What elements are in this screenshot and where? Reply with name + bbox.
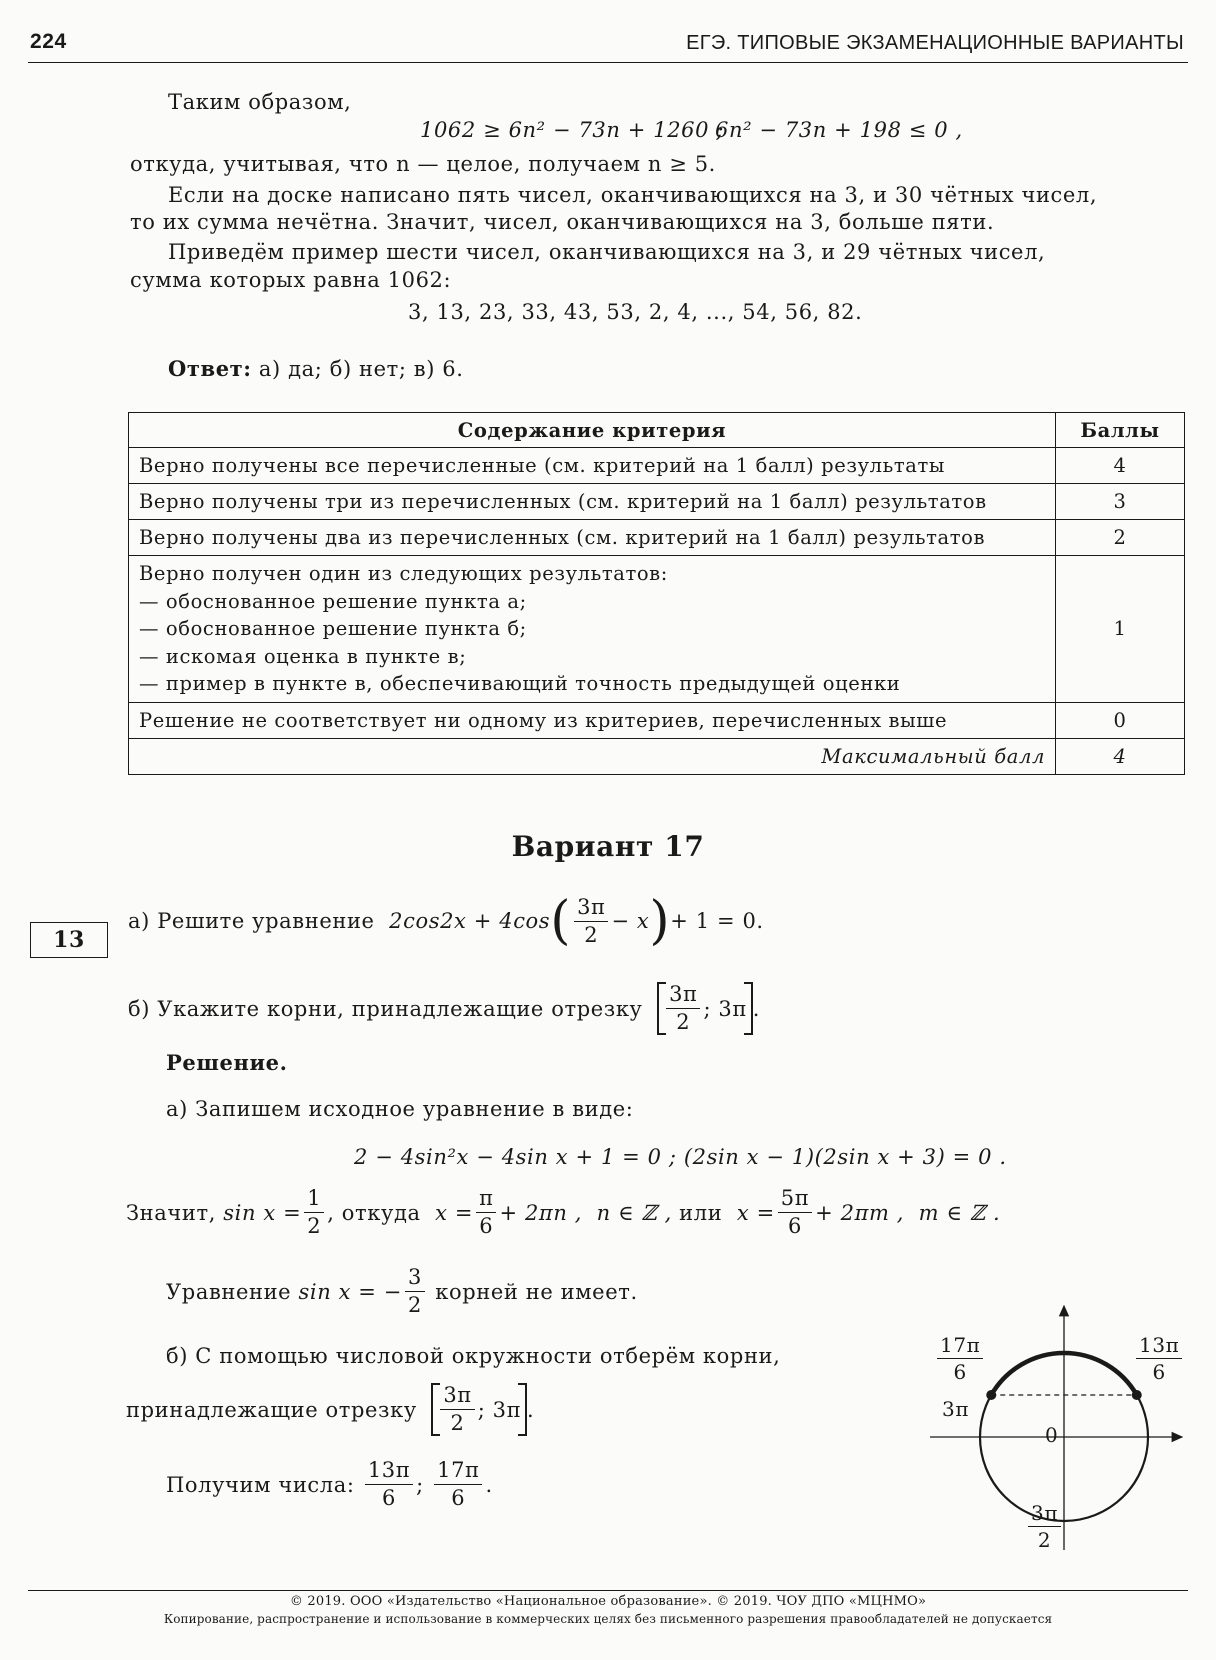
numerator: 1	[304, 1188, 324, 1213]
denominator: 6	[953, 1360, 967, 1384]
fraction-3pi-2	[440, 1385, 474, 1434]
numerator: 5π	[778, 1188, 812, 1213]
fraction-3pi-2	[574, 894, 608, 947]
denominator: 2	[676, 1010, 691, 1034]
sol-b-line1: б) С помощью числовой окружности отберём корни,	[166, 1344, 781, 1368]
denominator: 6	[451, 1486, 466, 1510]
therefore: Значит,	[126, 1200, 216, 1225]
criteria-points: 1	[1056, 556, 1185, 703]
interval-bracket	[431, 1383, 527, 1436]
sol-b-line2	[126, 1383, 534, 1436]
paragraph-example-line1: Приведём пример шести чисел, оканчивающихся на 3, и 29 чётных чисел,	[168, 240, 1046, 264]
criteria-points: 2	[1056, 520, 1185, 556]
paren-close: )	[649, 891, 671, 951]
denominator: 2	[407, 1293, 422, 1317]
denominator: 6	[381, 1486, 396, 1510]
n-in-z: n ∈ ℤ ,	[596, 1200, 672, 1225]
criteria-desc: Верно получены все перечисленные (см. критерий на 1 балл) результаты	[129, 448, 1056, 484]
page-number: 224	[30, 30, 67, 53]
numerator: 3	[405, 1267, 425, 1292]
criteria-desc-multiline	[129, 556, 1056, 703]
sol-b-line2-prefix: принадлежащие отрезку	[126, 1397, 417, 1422]
denominator: 2	[584, 922, 599, 947]
footer-copyright: © 2019. ООО «Издательство «Национальное образование». © 2019. ЧОУ ДПО «МЦНМО»	[289, 1594, 927, 1609]
interval-bracket	[657, 982, 753, 1035]
plus-2pin: + 2πn ,	[499, 1200, 582, 1225]
paren-open: (	[550, 891, 572, 951]
numerator: π	[476, 1188, 496, 1213]
result-line	[166, 1460, 493, 1509]
example-list: 3, 13, 23, 33, 43, 53, 2, 4, ..., 54, 56, 82.	[408, 300, 863, 324]
part-a-line	[128, 891, 764, 951]
running-title: ЕГЭ. ТИПОВЫЕ ЭКЗАМЕНАЦИОННЫЕ ВАРИАНТЫ	[686, 32, 1184, 54]
paragraph-example-line2: сумма которых равна 1062:	[130, 268, 452, 292]
criteria-line: — пример в пункте в, обеспечивающий точность предыдущей оценки	[139, 672, 901, 695]
criteria-line: — обоснованное решение пункта б;	[139, 617, 527, 640]
part-a-eq-right: + 1 = 0.	[670, 909, 764, 933]
task-number-box: 13	[30, 922, 108, 958]
numerator: 17π	[937, 1335, 983, 1359]
numerator: 3π	[574, 897, 608, 922]
fraction-3pi-2	[666, 984, 700, 1033]
criteria-line: — искомая оценка в пункте в;	[139, 644, 467, 668]
answer-text: а) да; б) нет; в) 6.	[258, 357, 464, 381]
col-header-content: Содержание критерия	[129, 413, 1056, 448]
footer-rule	[28, 1590, 1188, 1591]
variant-title: Вариант 17	[511, 830, 705, 863]
paragraph-sum-line1: Если на доске написано пять чисел, оканчивающихся на 3, и 30 чётных чисел,	[168, 183, 1098, 207]
label-3pi: 3π	[942, 1397, 970, 1421]
numerator: 3π	[1028, 1503, 1061, 1527]
label-zero: 0	[1045, 1423, 1059, 1447]
x-eq: x =	[435, 1200, 474, 1225]
table-row	[129, 448, 1185, 484]
roots-line	[126, 1188, 1000, 1237]
semicolon: ;	[416, 1472, 424, 1497]
point-17pi-6	[986, 1390, 996, 1400]
numerator: 17π	[434, 1460, 482, 1485]
answer-label: Ответ:	[168, 356, 252, 381]
m-in-z: m ∈ ℤ .	[918, 1200, 1001, 1225]
period: .	[485, 1472, 493, 1497]
part-a-eq-left: 2cos2x + 4cos	[389, 909, 551, 933]
col-header-points: Баллы	[1056, 413, 1185, 448]
eq-prefix: Уравнение	[166, 1279, 292, 1304]
period: .	[527, 1397, 535, 1422]
numerator: 13π	[365, 1460, 413, 1485]
interval-tail: ; 3π	[477, 1397, 522, 1422]
criteria-points: 3	[1056, 484, 1185, 520]
denominator: 6	[479, 1214, 494, 1238]
denominator: 2	[450, 1411, 465, 1435]
criteria-desc: Решение не соответствует ни одному из критериев, перечисленных выше	[129, 702, 1056, 738]
table-row	[129, 702, 1185, 738]
numerator: 13π	[1136, 1335, 1182, 1359]
result-prefix: Получим числа:	[166, 1472, 355, 1497]
fraction-5pi-6	[778, 1188, 812, 1237]
no-roots-line	[166, 1267, 638, 1316]
inequality-2: 6n² − 73n + 198 ≤ 0 ,	[715, 118, 963, 142]
part-b-line	[128, 982, 760, 1035]
sol-a-equation: 2 − 4sin²x − 4sin x + 1 = 0 ; (2sin x − 1)(2sin x + 3) = 0 .	[354, 1145, 1007, 1169]
label-13pi-6	[1136, 1335, 1182, 1382]
whence: , откуда	[327, 1200, 421, 1225]
denominator: 2	[307, 1214, 322, 1238]
part-a-eq-mid: − x	[611, 909, 650, 933]
table-row	[129, 484, 1185, 520]
period: .	[752, 996, 761, 1021]
fraction-17pi-6	[434, 1460, 482, 1509]
label-3pi-2	[1028, 1503, 1061, 1550]
sin-x-eq: sin x =	[223, 1200, 302, 1225]
table-row	[129, 738, 1185, 774]
no-roots: корней не имеет.	[435, 1279, 638, 1304]
interval-tail: ; 3π	[703, 996, 747, 1021]
criteria-desc: Верно получены два из перечисленных (см. критерий на 1 балл) результатов	[129, 520, 1056, 556]
criteria-max-points: 4	[1056, 738, 1185, 774]
paragraph-intro: Таким образом,	[168, 90, 352, 114]
x-eq: x =	[736, 1200, 775, 1225]
point-13pi-6	[1132, 1390, 1142, 1400]
table-row	[129, 520, 1185, 556]
paragraph-sum-line2: то их сумма нечётна. Значит, чисел, оканчивающихся на 3, больше пяти.	[130, 210, 995, 234]
fraction-13pi-6	[365, 1460, 413, 1509]
part-a-prefix: а) Решите уравнение	[128, 909, 375, 933]
criteria-max-label: Максимальный балл	[129, 738, 1056, 774]
or: или	[679, 1200, 723, 1225]
fraction-3-2	[405, 1267, 425, 1316]
numerator: 3π	[666, 984, 700, 1009]
header-rule	[28, 62, 1188, 63]
criteria-points: 0	[1056, 702, 1185, 738]
criteria-points: 4	[1056, 448, 1185, 484]
denominator: 6	[787, 1214, 802, 1238]
paragraph-integer: откуда, учитывая, что n — целое, получаем n ≥ 5.	[130, 152, 716, 176]
criteria-line: — обоснованное решение пункта а;	[139, 589, 527, 613]
sol-a-intro: а) Запишем исходное уравнение в виде:	[166, 1097, 634, 1121]
plus-2pim: + 2πm ,	[815, 1200, 905, 1225]
numerator: 3π	[440, 1385, 474, 1410]
answer	[168, 356, 464, 381]
sin-x-eq-neg: sin x = −	[298, 1279, 402, 1304]
criteria-table	[128, 412, 1185, 775]
solution-label: Решение.	[166, 1050, 288, 1075]
footer-notice: Копирование, распространение и использование в коммерческих целях без письменного разрешения правообладателей не допускается	[163, 1612, 1053, 1626]
denominator: 2	[1037, 1528, 1052, 1552]
fraction-pi-6	[476, 1188, 496, 1237]
inequality-1: 1062 ≥ 6n² − 73n + 1260 ;	[420, 118, 725, 142]
fraction-1-2	[304, 1188, 324, 1237]
criteria-line: Верно получен один из следующих результатов:	[139, 562, 668, 585]
criteria-desc: Верно получены три из перечисленных (см. критерий на 1 балл) результатов	[129, 484, 1056, 520]
denominator: 6	[1152, 1360, 1166, 1384]
label-17pi-6	[937, 1335, 983, 1382]
table-row	[129, 556, 1185, 703]
part-b-prefix: б) Укажите корни, принадлежащие отрезку	[128, 996, 643, 1021]
table-header-row	[129, 413, 1185, 448]
